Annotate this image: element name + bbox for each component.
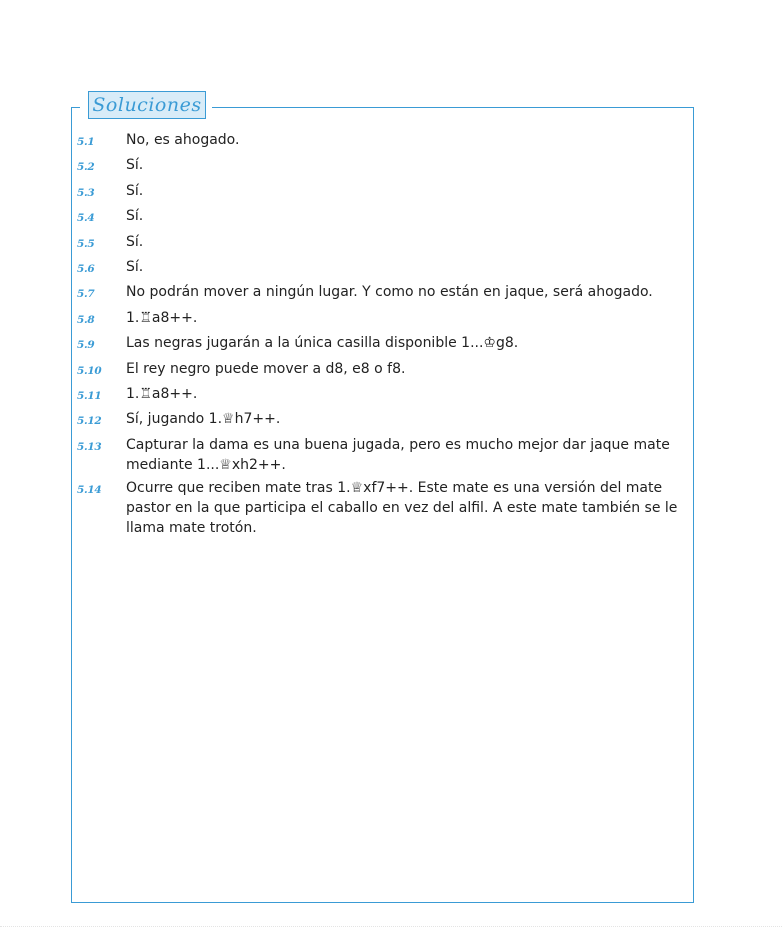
solution-text: No, es ahogado. [126, 132, 240, 148]
solution-number: 5.7 [77, 288, 95, 301]
solution-row [77, 232, 693, 254]
solution-text: Las negras jugarán a la única casilla disponible 1...♔g8. [126, 335, 519, 352]
solutions-title: Soluciones [92, 94, 202, 116]
solution-row [77, 206, 693, 228]
solution-number: 5.4 [77, 212, 95, 225]
solution-row [77, 478, 693, 538]
solution-row [77, 257, 693, 279]
solution-number: 5.1 [77, 136, 95, 148]
solution-number: 5.10 [77, 364, 102, 377]
solution-number: 5.6 [77, 262, 95, 275]
solution-row [77, 282, 693, 304]
solution-row [77, 308, 693, 330]
solution-row [77, 359, 693, 381]
solution-number: 5.13 [77, 440, 102, 453]
solution-text: El rey negro puede mover a d8, e8 o f8. [126, 360, 406, 377]
solution-text: Sí. [126, 233, 144, 250]
solution-number: 5.3 [77, 186, 95, 199]
solution-row [77, 333, 693, 355]
page-bottom-divider [0, 926, 782, 928]
solution-number: 5.12 [77, 415, 102, 428]
solution-row [77, 384, 693, 406]
solution-text: No podrán mover a ningún lugar. Y como no están en jaque, será ahogado. [126, 284, 653, 301]
solution-text: 1.♖a8++. [126, 385, 198, 402]
solution-number: 5.11 [77, 389, 102, 402]
solution-text: Sí. [126, 258, 144, 275]
solution-text: Sí. [126, 157, 144, 174]
solutions-title-tab [88, 91, 206, 119]
solution-text: Sí. [126, 208, 144, 225]
solution-text: Sí, jugando 1.♕h7++. [126, 411, 281, 428]
solution-row [77, 409, 693, 431]
solutions-list [77, 130, 693, 541]
solution-number: 5.14 [77, 484, 102, 497]
solution-number: 5.9 [77, 339, 95, 352]
solution-text: 1.♖a8++. [126, 309, 198, 326]
solution-number: 5.8 [77, 313, 95, 326]
solution-text: Sí. [126, 182, 144, 199]
solution-text: Capturar la dama es una buena jugada, pero es mucho mejor dar jaque mate mediante 1...♕xh2++. [126, 436, 670, 473]
solution-row [77, 435, 693, 475]
solution-row [77, 181, 693, 203]
solution-row [77, 155, 693, 177]
solution-number: 5.2 [77, 161, 95, 174]
solution-number: 5.5 [77, 237, 95, 250]
solution-text: Ocurre que reciben mate tras 1.♕xf7++. Este mate es una versión del mate pastor en la que participa el caballo en vez del alfil. A este mate también se le llama mate trotón. [126, 480, 678, 537]
solution-row [77, 130, 693, 152]
